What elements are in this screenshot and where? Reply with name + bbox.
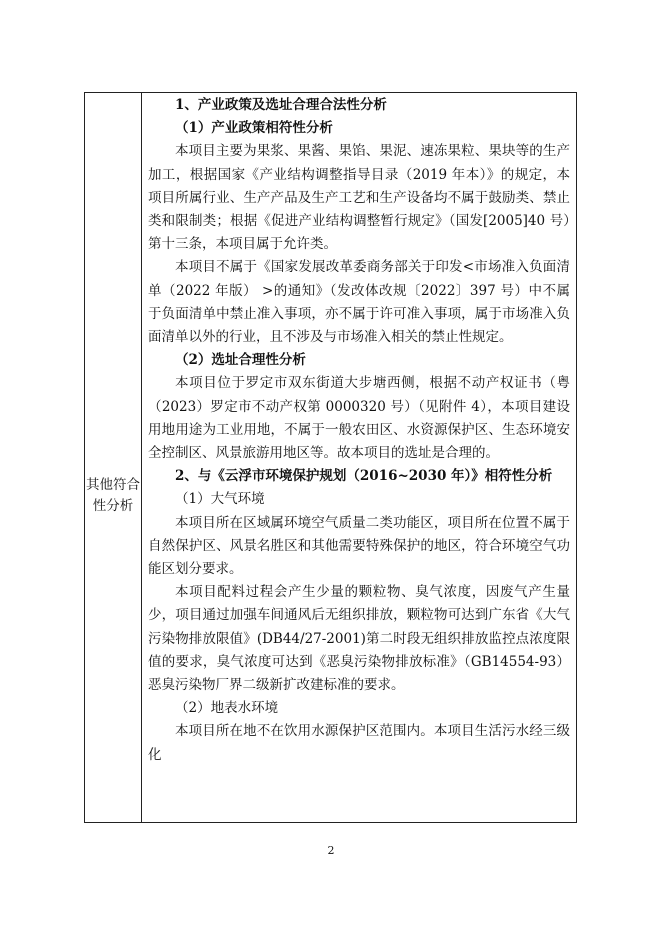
content-cell (142, 93, 576, 822)
page-number: 2 (327, 844, 335, 857)
paragraph: （2）地表水环境 (175, 700, 279, 717)
paragraph: （1）产业政策相符性分析 (175, 120, 333, 137)
paragraph: 本项目配料过程会产生少量的颗粒物、臭气浓度，因废气产生量少，项目通过加强车间通风后无组织排放，颗粒物可达到广东省《大气污染物排放限值》(DB44/27-2001)第二时段无组织排放监控点浓度限值的要求，臭气浓度可达到《恶臭污染物排放标准》（GB14554-93）恶臭污染物厂界二级新扩改建标准的要求。 (148, 584, 570, 694)
left-column (85, 93, 142, 822)
paragraph: 本项目所在区域属环境空气质量二类功能区，项目所在位置不属于自然保护区、风景名胜区和其他需要特殊保护的地区，符合环境空气功能区划分要求。 (148, 514, 570, 578)
paragraph: 本项目位于罗定市双东街道大步塘西侧，根据不动产权证书（粤（2023）罗定市不动产权第 0000320 号）（见附件 4），本项目建设用地用途为工业用地，不属于一般农田区、水资源保护区、生态环境安全控制区、风景旅游用地区等。故本项目的选址是合理的。 (148, 375, 570, 462)
paragraph: （1）大气环境 (175, 491, 265, 508)
paragraph: 本项目不属于《国家发展改革委商务部关于印发<市场准入负面清单（2022 年版） >的通知》（发改体改规〔2022〕397 号）中不属于负面清单中禁止准入事项，亦不属于许可准入事项，属于市场准入负面清单以外的行业，且不涉及与市场准入相关的禁止性规定。 (148, 259, 570, 346)
content-table (84, 92, 577, 823)
row-label-text: 其他符合性分析 (86, 477, 140, 514)
paragraph: 1、产业政策及选址合理合法性分析 (175, 97, 387, 113)
row-label (85, 475, 141, 517)
paragraph: （2）选址合理性分析 (175, 352, 306, 369)
paragraph: 本项目所在地不在饮用水源保护区范围内。本项目生活污水经三级化 (148, 723, 570, 763)
paragraph: 本项目主要为果浆、果酱、果馅、果泥、速冻果粒、果块等的生产加工，根据国家《产业结构调整指导目录（2019 年本）》的规定，本项目所属行业、生产产品及生产工艺和生产设备均不属于鼓励类、禁止类和限制类；根据《促进产业结构调整暂行规定》（国发[2005]40 号）第十三条，本项目属于允许类。 (148, 143, 570, 253)
paragraph: 2、与《云浮市环境保护规划（2016~2030 年）》相符性分析 (175, 468, 553, 485)
